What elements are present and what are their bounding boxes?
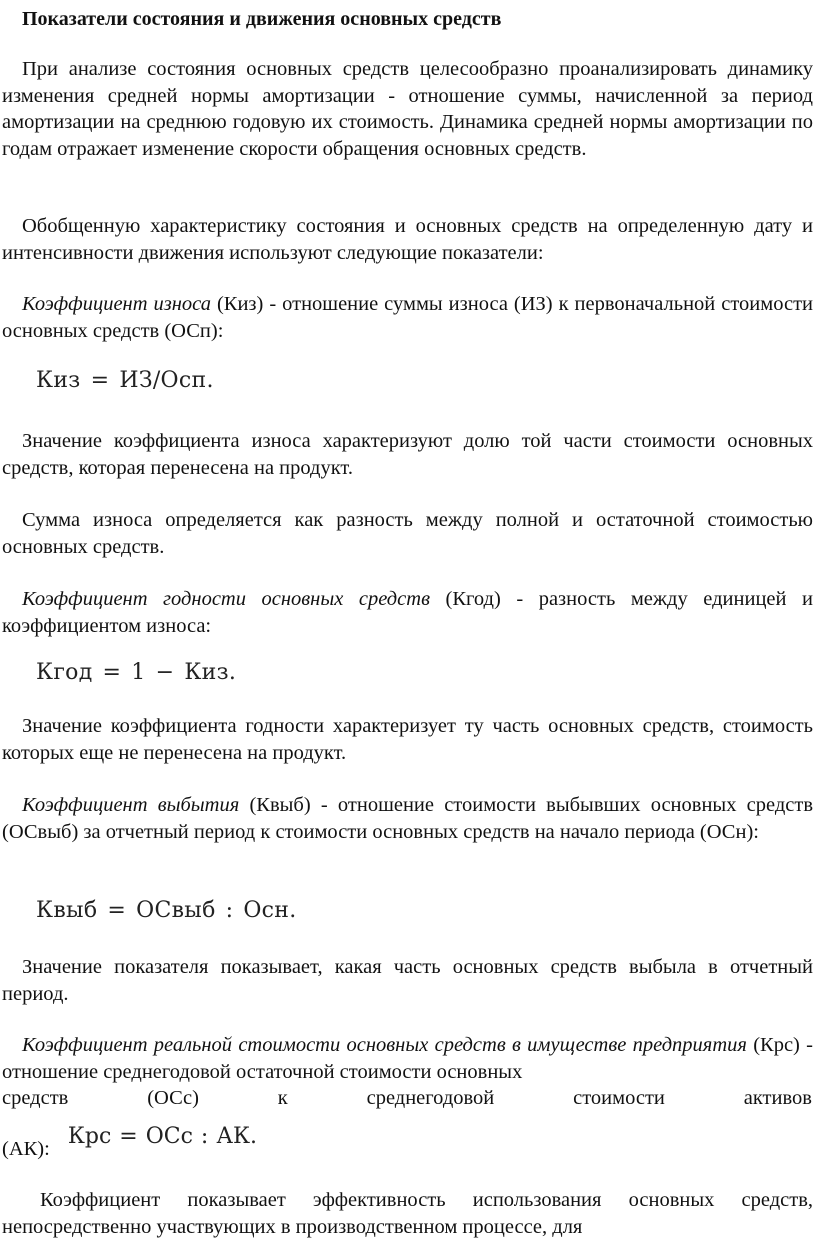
- word: среднегодовой: [366, 1087, 495, 1109]
- term-wear-coefficient: Коэффициент износа: [22, 293, 211, 315]
- paragraph-text: Значение коэффициента годности характеризует ту часть основных средств, стоимость которых еще не перенесена на продукт.: [2, 715, 813, 764]
- paragraph-text: (Киз) - отношение суммы износа (ИЗ) к первоначальной стоимости основных средств (ОСп):: [2, 293, 814, 342]
- paragraph-text: Значение показателя показывает, какая часть основных средств выбыла в отчетный период.: [2, 956, 813, 1005]
- word: средств: [2, 1087, 69, 1109]
- formula-rhs-b: Осн.: [243, 898, 297, 923]
- term-fitness-coefficient: Коэффициент годности основных средств: [22, 588, 430, 610]
- formula-fitness-coefficient: [36, 660, 236, 685]
- paragraph-text: (Кгод) - разность между единицей и коэффициентом износа:: [2, 588, 813, 637]
- paragraph-text: При анализе состояния основных средств целесообразно проанализировать динамику изменения средней нормы амортизации - отношение суммы, начисленной за период амортизации на среднюю годовую их стоимость. Динамика средней нормы амортизации по годам отражает изменение скорости обращения основных средств.: [2, 58, 813, 160]
- formula-real-value-coefficient: [68, 1124, 257, 1149]
- paragraph-real-value-line-3: [2, 1085, 812, 1112]
- paragraph-depreciation-analysis: [2, 56, 813, 162]
- paragraph-real-value-line-4: [2, 1124, 813, 1163]
- paragraph-indicators-intro: [2, 213, 813, 266]
- paragraph-text: Коэффициент показывает эффективность использования основных средств, непосредственно участвующих в производственном процессе, для: [2, 1189, 813, 1238]
- page-title: Показатели состояния и движения основных средств: [22, 8, 502, 30]
- formula-rhs-a: ОСс: [145, 1124, 193, 1149]
- word: активов: [743, 1087, 812, 1109]
- paragraph-retirement-coefficient: [2, 792, 813, 845]
- paragraph-text: Сумма износа определяется как разность между полной и остаточной стоимостью основных средств.: [2, 509, 813, 558]
- paragraph-fitness-meaning: [2, 713, 813, 766]
- formula-rhs-b: АК.: [216, 1124, 258, 1149]
- term-real-value-coefficient: Коэффициент реальной стоимости основных средств в имуществе предприятия: [22, 1034, 747, 1056]
- paragraph-fitness-coefficient: [2, 586, 813, 639]
- word: (ОСс): [147, 1087, 199, 1109]
- formula-retirement-coefficient: [36, 898, 297, 923]
- word: стоимости: [573, 1087, 665, 1109]
- formula-wear-coefficient: [36, 368, 214, 393]
- formula-lhs: Киз: [36, 368, 81, 393]
- word: к: [277, 1087, 288, 1109]
- paragraph-text: Значение коэффициента износа характеризуют долю той части стоимости основных средств, которая перенесена на продукт.: [2, 430, 813, 479]
- formula-operator: =: [102, 660, 122, 685]
- formula-lhs: Кгод: [36, 660, 93, 685]
- paragraph-wear-meaning: [2, 428, 813, 481]
- formula-rhs-a: 1: [131, 660, 146, 685]
- formula-operator-2: −: [155, 660, 175, 685]
- term-retirement-coefficient: Коэффициент выбытия: [22, 794, 240, 816]
- formula-operator: =: [107, 898, 127, 923]
- formula-rhs-b: Киз.: [184, 660, 237, 685]
- paragraph-tail: (АК):: [2, 1138, 50, 1160]
- paragraph-wear-coefficient: [2, 291, 813, 344]
- formula-operator: =: [90, 368, 110, 393]
- formula-operator: =: [119, 1124, 138, 1149]
- formula-rhs-a: ОСвыб: [136, 898, 216, 923]
- paragraph-retirement-meaning: [2, 954, 813, 1007]
- paragraph-text-line-2: (Крс) - отношение среднегодовой остаточной стоимости основных: [2, 1034, 813, 1083]
- paragraph-wear-sum: [2, 507, 813, 560]
- paragraph-text: (Квыб) - отношение стоимости выбывших основных средств (ОСвыб) за отчетный период к стоимости основных средств на начало периода (ОСн):: [2, 794, 813, 843]
- paragraph-real-value-coefficient: [2, 1032, 813, 1085]
- formula-operator-2: :: [225, 898, 234, 923]
- formula-lhs: Крс: [67, 1124, 112, 1149]
- paragraph-efficiency: [2, 1187, 813, 1240]
- formula-rhs: ИЗ/Осп.: [119, 368, 214, 393]
- paragraph-text: Обобщенную характеристику состояния и основных средств на определенную дату и интенсивности движения используют следующие показатели:: [2, 215, 813, 264]
- formula-lhs: Квыб: [36, 898, 98, 923]
- formula-operator-2: :: [200, 1124, 209, 1149]
